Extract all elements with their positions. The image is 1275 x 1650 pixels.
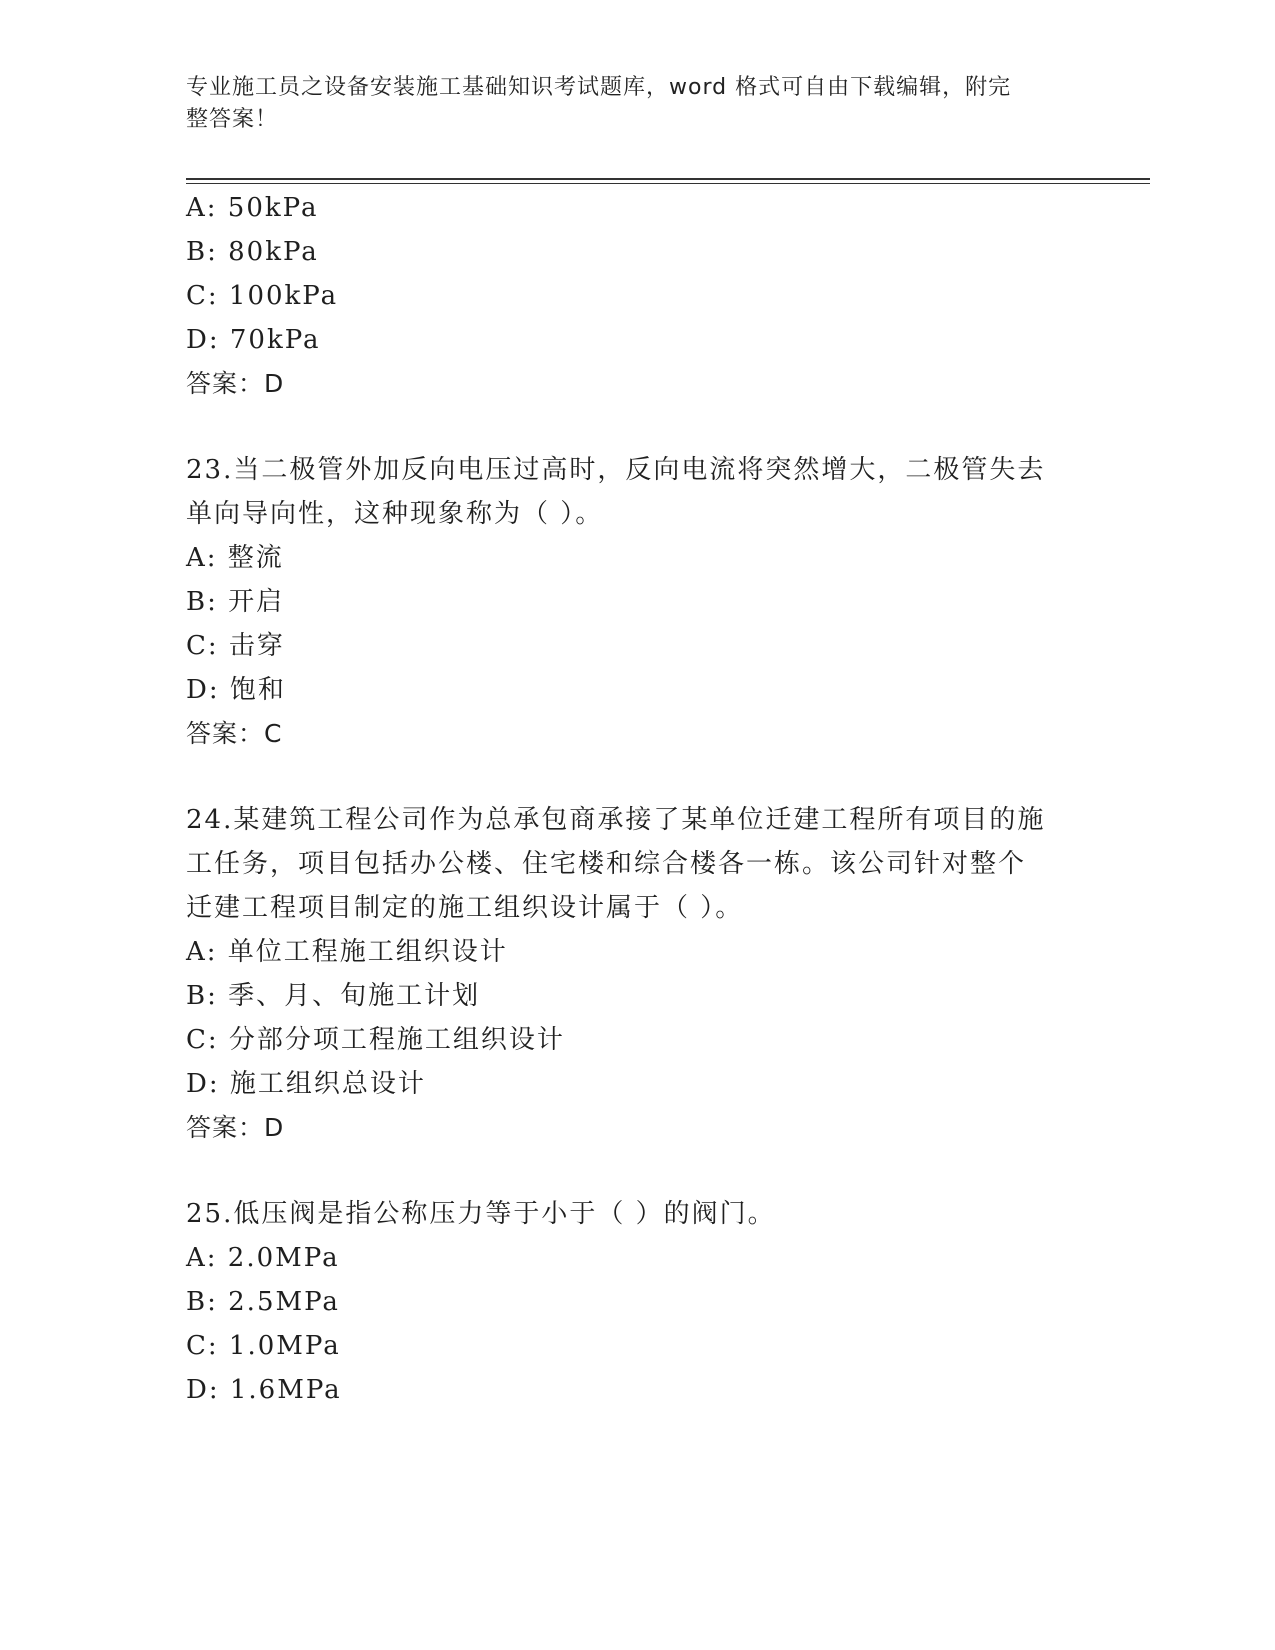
- q23-stem-line-2: 单向导向性，这种现象称为（ ）。: [186, 499, 604, 529]
- q23-option-b: B: 开启: [186, 587, 285, 617]
- q22-option-a: A: 50kPa: [186, 193, 319, 223]
- q23-option-c: C: 击穿: [186, 631, 285, 661]
- q24-stem-line-2: 工任务，项目包括办公楼、住宅楼和综合楼各一栋。该公司针对整个: [186, 849, 1027, 879]
- q24-option-d: D: 施工组织总设计: [186, 1069, 426, 1099]
- q25-option-b: B: 2.5MPa: [186, 1287, 340, 1317]
- q25-option-d: D: 1.6MPa: [186, 1375, 342, 1405]
- q25-option-c: C: 1.0MPa: [186, 1331, 341, 1361]
- header-line-1: 专业施工员之设备安装施工基础知识考试题库，word 格式可自由下载编辑，附完: [186, 75, 1012, 100]
- q24-option-c: C: 分部分项工程施工组织设计: [186, 1025, 565, 1055]
- q22-option-c: C: 100kPa: [186, 281, 339, 311]
- q22-option-d: D: 70kPa: [186, 325, 321, 355]
- document-header: [186, 72, 1066, 136]
- q24-answer: 答案：D: [186, 1113, 285, 1142]
- header-line-2: 整答案！: [186, 107, 279, 132]
- q23-option-a: A: 整流: [186, 543, 284, 573]
- q22-option-b: B: 80kPa: [186, 237, 319, 267]
- q23-stem-line-1: 23.当二极管外加反向电压过高时，反向电流将突然增大，二极管失去: [186, 455, 1046, 485]
- q22-answer: 答案：D: [186, 369, 285, 398]
- q24-stem-line-3: 迁建工程项目制定的施工组织设计属于（ ）。: [186, 893, 744, 923]
- q25-option-a: A: 2.0MPa: [186, 1243, 340, 1273]
- q24-option-b: B: 季、月、旬施工计划: [186, 981, 481, 1011]
- header-divider-thin: [186, 183, 1150, 184]
- q25-stem-line-1: 25.低压阀是指公称压力等于小于（ ）的阀门。: [186, 1199, 776, 1229]
- q24-option-a: A: 单位工程施工组织设计: [186, 937, 508, 967]
- header-divider-thick: [186, 178, 1150, 180]
- q23-option-d: D: 饱和: [186, 675, 286, 705]
- q24-stem-line-1: 24.某建筑工程公司作为总承包商承接了某单位迁建工程所有项目的施: [186, 805, 1046, 835]
- q23-answer: 答案：C: [186, 719, 283, 748]
